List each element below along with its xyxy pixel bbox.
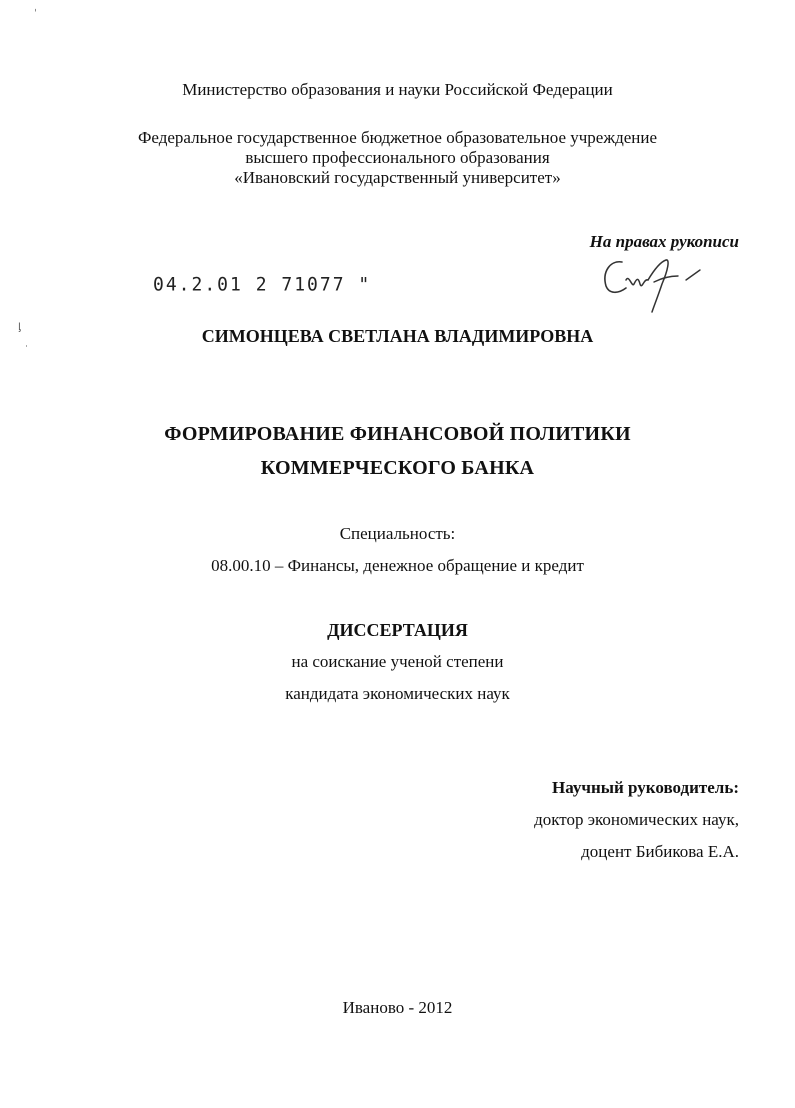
signature-image <box>596 250 706 316</box>
degree-line-2: кандидата экономических наук <box>285 684 510 703</box>
city-year: Иваново - 2012 <box>342 998 453 1017</box>
thesis-title-line-2: КОММЕРЧЕСКОГО БАНКА <box>260 457 535 479</box>
specialty-label: Специальность: <box>339 524 456 543</box>
scan-mark-left-1: ᶅ <box>18 322 21 333</box>
scan-mark-top: ˌ <box>34 2 37 13</box>
scan-mark-left-2: ˙ <box>24 345 29 356</box>
manuscript-note: На правах рукописи <box>589 232 739 251</box>
specialty-value: 08.00.10 – Финансы, денежное обращение и кредит <box>211 556 584 575</box>
supervisor-degree: доктор экономических наук, <box>534 810 739 829</box>
supervisor-name: доцент Бибикова Е.А. <box>581 842 739 861</box>
ministry-line: Министерство образования и науки Российской Федерации <box>182 80 613 99</box>
degree-line-1: на соискание ученой степени <box>291 652 504 671</box>
author-name: СИМОНЦЕВА СВЕТЛАНА ВЛАДИМИРОВНА <box>201 326 594 346</box>
institution-line-1: Федеральное государственное бюджетное образовательное учреждение <box>137 128 658 147</box>
dissertation-label: ДИССЕРТАЦИЯ <box>327 620 468 640</box>
thesis-title-line-1: ФОРМИРОВАНИЕ ФИНАНСОВОЙ ПОЛИТИКИ <box>164 423 631 445</box>
institution-line-2: высшего профессионального образования <box>245 148 550 167</box>
supervisor-label: Научный руководитель: <box>552 778 739 797</box>
archive-stamp: 04.2.01 2 71077 " <box>153 273 372 296</box>
institution-line-3: «Ивановский государственный университет» <box>234 168 561 187</box>
